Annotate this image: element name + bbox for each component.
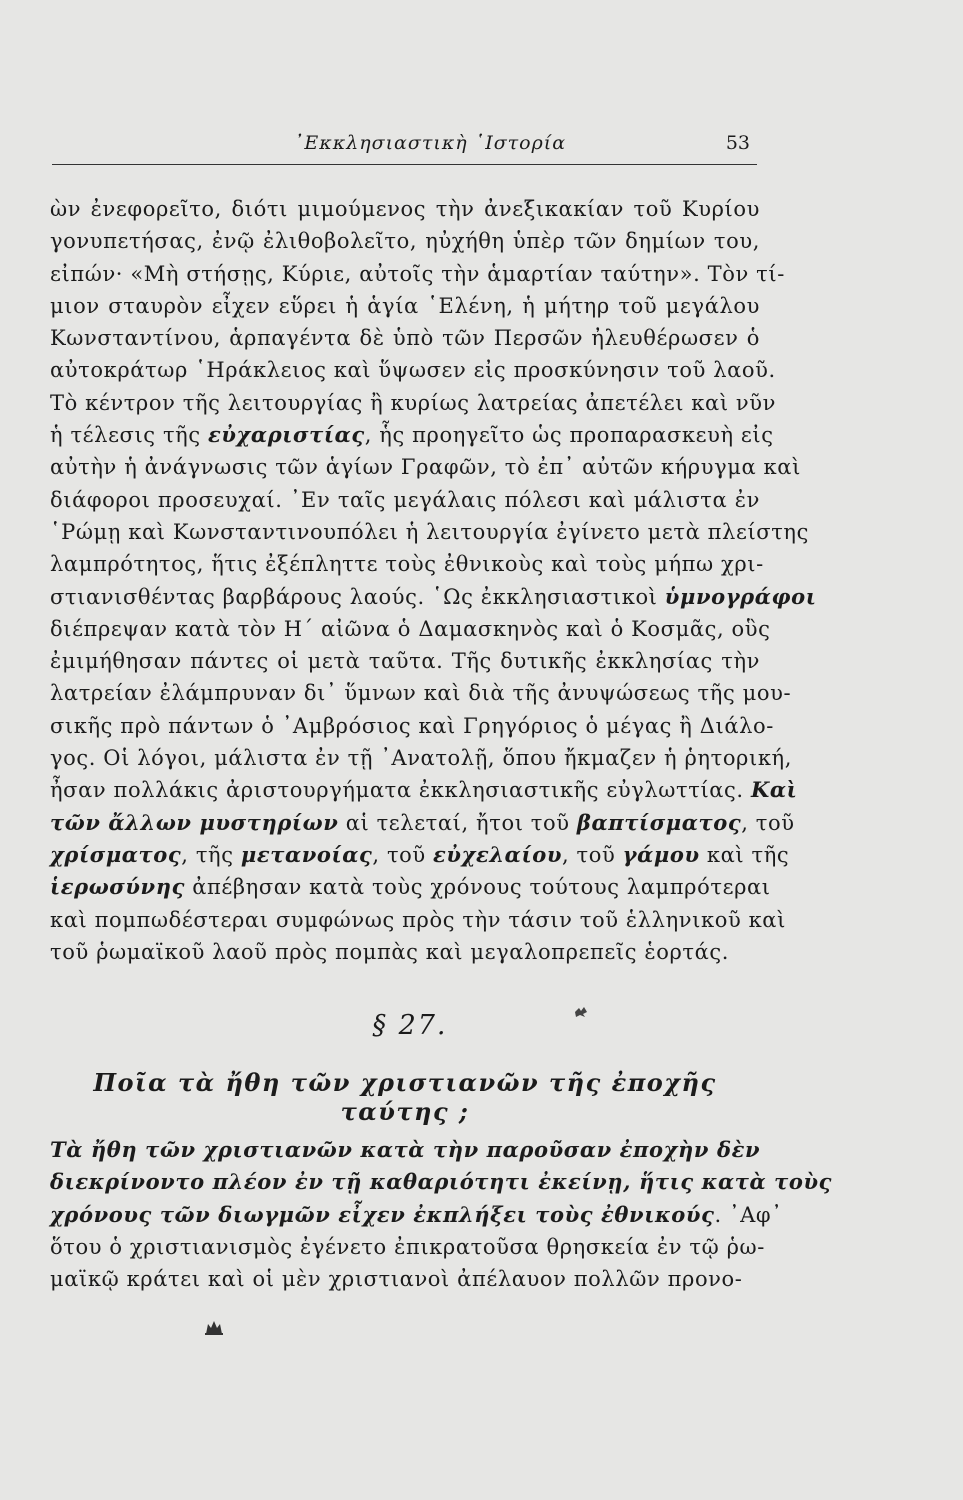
emphasized-term: γάμου	[622, 841, 700, 867]
text-segment: εἰπών· «Μὴ στήσῃς, Κύριε, αὐτοῖς τὴν ἁμαρτίαν ταύτην». Τὸν τί-	[50, 261, 785, 286]
text-segment: , τοῦ	[741, 810, 795, 835]
text-line	[50, 936, 760, 968]
section-title: Ποῖα τὰ ἤθη τῶν χριστιανῶν τῆς ἐποχῆς ταύτης ;	[93, 1068, 717, 1126]
section-number: § 27.	[372, 1010, 448, 1041]
text-line	[50, 839, 790, 871]
text-segment: λαμπρότητος, ἥτις ἐξέπληττε τοὺς ἐθνικοὺς καὶ τοὺς μήπω χρι-	[50, 552, 764, 577]
running-header-title: ᾿Εκκλησιαστικὴ ῾Ιστορία	[293, 132, 567, 154]
text-segment: Κωνσταντίνου, ἁρπαγέντα δὲ ὑπὸ τῶν Περσῶν ἠλευθέρωσεν ὁ	[50, 326, 760, 351]
text-segment: . ᾿Αφ᾿	[714, 1202, 783, 1227]
text-segment: διάφοροι προσευχαί. ᾿Εν ταῖς μεγάλαις πόλεσι καὶ μάλιστα ἐν	[50, 487, 760, 512]
text-segment: ἡ τέλεσις τῆς	[50, 423, 208, 448]
text-line	[50, 613, 771, 645]
text-line	[50, 645, 760, 677]
text-segment: μιον σταυρὸν εἶχεν εὕρει ἡ ἁγία ῾Ελένη, ἡ μήτηρ τοῦ μεγάλου	[50, 293, 760, 318]
text-segment: Τὸ κέντρον τῆς λειτουργίας ἢ κυρίως λατρείας ἀπετέλει καὶ νῦν	[50, 390, 777, 415]
emphasized-term: χρόνους τῶν διωγμῶν εἶχεν ἐκπλήξει τοὺς ἐθνικούς	[50, 1201, 715, 1227]
text-segment: ἀπέβησαν κατὰ τοὺς χρόνους τούτους λαμπρότεραι	[184, 875, 771, 900]
text-line	[50, 419, 774, 451]
text-segment: τοῦ ῥωμαϊκοῦ λαοῦ πρὸς πομπὰς καὶ μεγαλοπρεπεῖς ἑορτάς.	[50, 939, 730, 964]
text-segment: στιανισθέντας βαρβάρους λαούς. ῾Ως ἐκκλησιαστικοὶ	[50, 584, 665, 609]
text-segment: μαϊκῷ κράτει καὶ οἱ μὲν χριστιανοὶ ἀπέλαυον πολλῶν προνο-	[50, 1267, 743, 1292]
header-rule	[52, 164, 757, 165]
emphasized-term: Τὰ ἤθη τῶν χριστιανῶν κατὰ τὴν παροῦσαν ἐποχὴν δὲν	[50, 1137, 761, 1162]
text-line	[50, 516, 809, 548]
text-line	[50, 322, 760, 354]
text-line	[50, 871, 771, 903]
text-line	[50, 774, 798, 806]
emphasized-term: εὐχελαίου	[433, 841, 562, 867]
text-segment: καὶ τῆς	[699, 842, 790, 867]
text-segment: γονυπετήσας, ἐνῷ ἐλιθοβολεῖτο, ηὐχήθη ὑπὲρ τῶν δημίων του,	[50, 229, 760, 254]
ink-blot-icon	[573, 1006, 589, 1018]
text-line	[50, 354, 776, 386]
text-segment: αὐτοκράτωρ ῾Ηράκλειος καὶ ὕψωσεν εἰς προσκύνησιν τοῦ λαοῦ.	[50, 358, 776, 383]
text-line	[50, 1133, 760, 1165]
text-line	[50, 225, 760, 257]
text-segment: , τοῦ	[372, 842, 434, 867]
emphasized-term: διεκρίνοντο πλέον ἐν τῇ καθαριότητι ἐκείνῃ, ἥτις κατὰ τοὺς	[50, 1169, 833, 1195]
text-line	[50, 742, 793, 774]
emphasized-term: μετανοίας	[240, 841, 373, 867]
text-line	[50, 451, 801, 483]
emphasized-term: ὑμνογράφοι	[664, 583, 817, 609]
text-line	[50, 807, 795, 839]
text-line	[50, 1230, 765, 1262]
text-line	[50, 193, 760, 225]
text-line	[50, 904, 786, 936]
text-segment: ῾Ρώμῃ καὶ Κωνσταντινουπόλει ἡ λειτουργία ἐγίνετο μετὰ πλείστης	[50, 519, 809, 544]
text-segment: λατρείαν ἐλάμπρυναν δι᾿ ὕμνων καὶ διὰ τῆς ἀνυψώσεως τῆς μου-	[50, 681, 792, 706]
text-segment: γος. Οἱ λόγοι, μάλιστα ἐν τῇ ᾿Ανατολῇ, ὅπου ἤκμαζεν ἡ ῥητορική,	[50, 746, 793, 771]
text-segment: αἱ τελεταί, ἤτοι τοῦ	[338, 810, 577, 835]
text-line	[50, 258, 785, 290]
emphasized-term: χρίσματος	[50, 841, 182, 867]
text-segment: , τῆς	[181, 842, 241, 867]
emphasized-term: τῶν ἄλλων μυστηρίων	[50, 809, 339, 835]
text-segment: , ἧς προηγεῖτο ὡς προπαρασκευὴ εἰς	[364, 423, 774, 448]
library-stamp-icon	[203, 1318, 225, 1336]
second-paragraph	[50, 1133, 833, 1294]
text-segment: σικῆς πρὸ πάντων ὁ ᾿Αμβρόσιος καὶ Γρηγόριος ὁ μέγας ἢ Διάλο-	[50, 713, 774, 738]
text-line	[50, 710, 774, 742]
body-paragraph	[50, 193, 817, 968]
text-segment: ὅτου ὁ χριστιανισμὸς ἐγένετο ἐπικρατοῦσα θρησκεία ἐν τῷ ῥω-	[50, 1234, 765, 1259]
text-line	[50, 290, 760, 322]
emphasized-term: βαπτίσματος	[576, 809, 742, 835]
text-line	[50, 677, 792, 709]
text-segment: διέπρεψαν κατὰ τὸν Η΄ αἰῶνα ὁ Δαμασκηνὸς καὶ ὁ Κοσμᾶς, οὓς	[50, 616, 771, 641]
text-line	[50, 581, 817, 613]
page-number: 53	[725, 132, 750, 154]
text-segment: ἐμιμήθησαν πάντες οἱ μετὰ ταῦτα. Τῆς δυτικῆς ἐκκλησίας τὴν	[50, 649, 760, 674]
emphasized-term: εὐχαριστίας	[207, 422, 365, 448]
text-line	[50, 387, 777, 419]
text-segment: , τοῦ	[562, 842, 623, 867]
text-line	[50, 1165, 833, 1197]
text-segment: αὐτὴν ἡ ἀνάγνωσις τῶν ἁγίων Γραφῶν, τὸ ἐπ᾿ αὐτῶν κήρυγμα καὶ	[50, 455, 801, 480]
text-segment: ὼν ἐνεφορεῖτο, διότι μιμούμενος τὴν ἀνεξικακίαν τοῦ Κυρίου	[50, 197, 760, 221]
emphasized-term: ἱερωσύνης	[50, 874, 185, 900]
text-segment: καὶ πομπωδέστεραι συμφώνως πρὸς τὴν τάσιν τοῦ ἑλληνικοῦ καὶ	[50, 907, 786, 932]
emphasized-term: Καὶ	[750, 777, 798, 803]
text-segment: ἦσαν πολλάκις ἀριστουργήματα ἐκκλησιαστικῆς εὐγλωττίας.	[50, 778, 751, 803]
text-line	[50, 1198, 783, 1230]
text-line	[50, 548, 764, 580]
text-line	[50, 484, 760, 516]
text-line	[50, 1262, 760, 1294]
